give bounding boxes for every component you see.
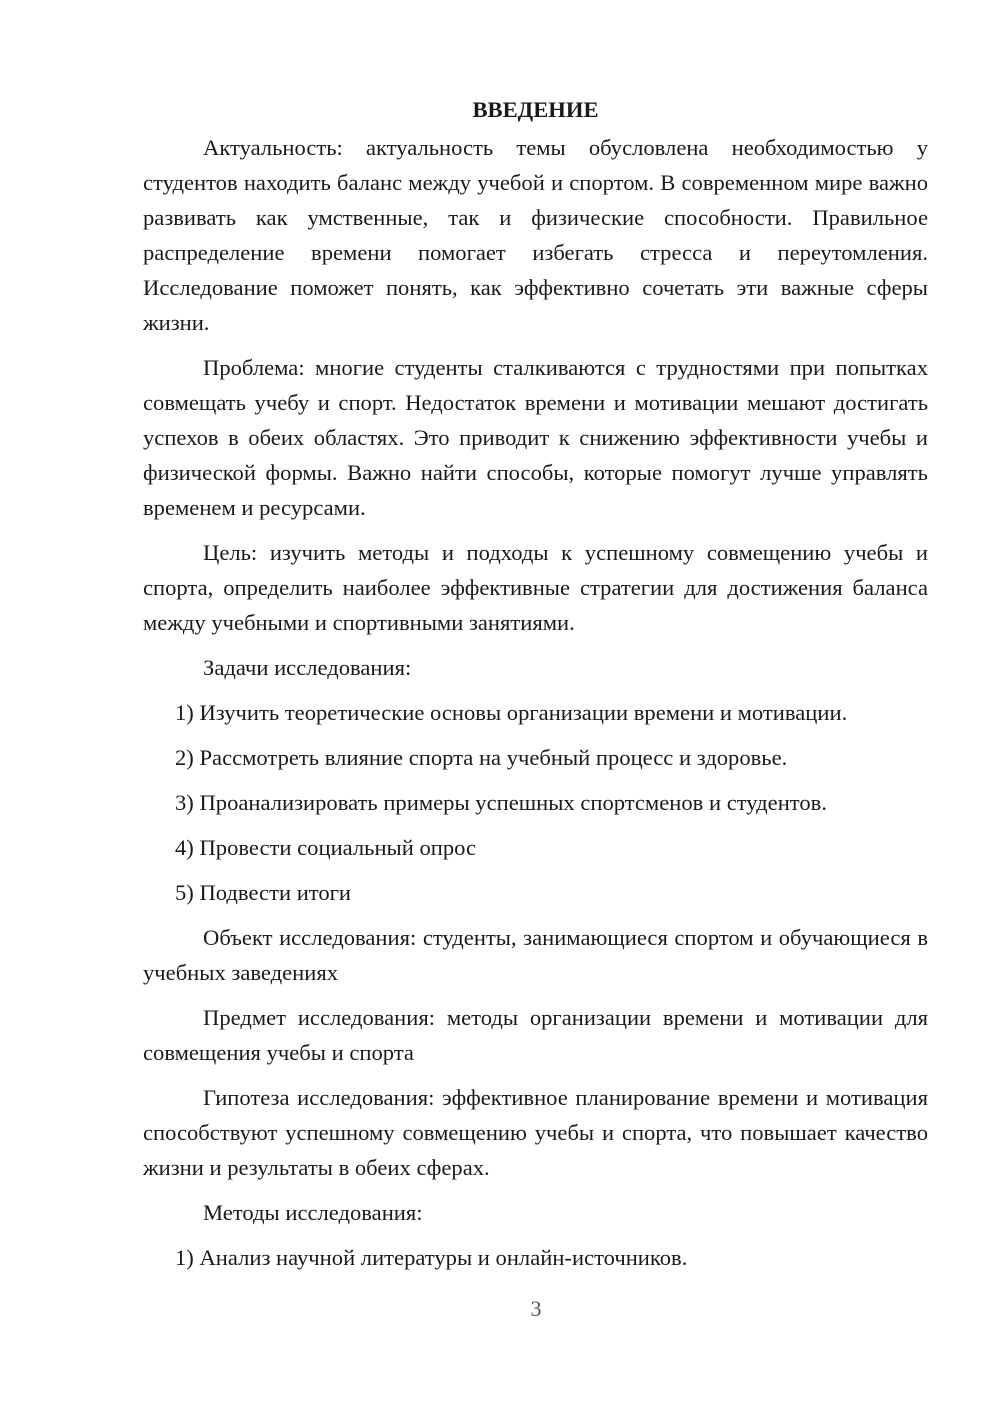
hypothesis-paragraph: Гипотеза исследования: эффективное планирование времени и мотивация способствуют успешному совмещению учебы и спорта, что повышает качество жизни и результаты в обеих сферах. <box>143 1085 928 1180</box>
tasks-list <box>143 695 928 910</box>
list-item: 1) Анализ научной литературы и онлайн-источников. <box>175 1245 688 1270</box>
list-item: 3) Проанализировать примеры успешных спортсменов и студентов. <box>175 790 827 815</box>
goal-paragraph: Цель: изучить методы и подходы к успешному совмещению учебы и спорта, определить наиболее эффективные стратегии для достижения баланса между учебными и спортивными занятиями. <box>143 540 928 635</box>
list-item: 1) Изучить теоретические основы организации времени и мотивации. <box>175 700 848 725</box>
document-body <box>143 92 928 1285</box>
problem-paragraph: Проблема: многие студенты сталкиваются с трудностями при попытках совмещать учебу и спорт. Недостаток времени и мотивации мешают достигать успехов в обеих областях. Это приводит к снижению эффективности учебы и физической формы. Важно найти способы, которые помогут лучше управлять временем и ресурсами. <box>143 355 928 520</box>
list-item: 5) Подвести итоги <box>175 880 352 905</box>
page-title: ВВЕДЕНИЕ <box>472 97 599 122</box>
list-item: 4) Провести социальный опрос <box>175 835 477 860</box>
subject-paragraph: Предмет исследования: методы организации времени и мотивации для совмещения учебы и спорта <box>143 1005 928 1065</box>
page-number: 3 <box>530 1296 542 1321</box>
methods-heading: Методы исследования: <box>203 1200 423 1225</box>
relevance-paragraph: Актуальность: актуальность темы обусловлена необходимостью у студентов находить баланс между учебой и спортом. В современном мире важно развивать как умственные, так и физические способности. Правильное распределение времени помогает избегать стресса и переутомления. Исследование поможет понять, как эффективно сочетать эти важные сферы жизни. <box>143 135 928 335</box>
object-paragraph: Объект исследования: студенты, занимающиеся спортом и обучающиеся в учебных заведениях <box>143 925 928 985</box>
methods-list <box>143 1240 928 1275</box>
list-item: 2) Рассмотреть влияние спорта на учебный процесс и здоровье. <box>175 745 788 770</box>
tasks-heading: Задачи исследования: <box>203 655 412 680</box>
